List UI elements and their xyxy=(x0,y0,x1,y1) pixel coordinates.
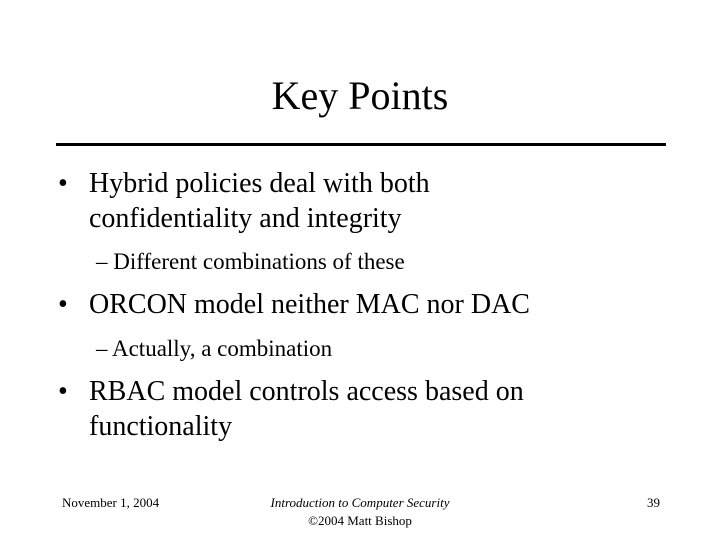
footer-date: November 1, 2004 xyxy=(62,495,160,510)
sub-bullet-marker: – xyxy=(96,249,108,274)
sub-bullet-text: Different combinations of these xyxy=(113,249,405,274)
sub-bullet-text: Actually, a combination xyxy=(111,336,333,361)
sub-bullet-marker: – xyxy=(96,336,108,361)
page-number: 39 xyxy=(647,495,660,510)
sub-bullet-item xyxy=(96,335,656,363)
bullet-text-line: RBAC model controls access based on xyxy=(89,376,524,407)
slide-title: Key Points xyxy=(271,73,449,118)
sub-bullet-item xyxy=(96,248,656,276)
bullet-text-line: functionality xyxy=(89,411,233,442)
bullet-item xyxy=(58,374,668,444)
bullet-marker: • xyxy=(58,289,68,320)
footer-copyright: ©2004 Matt Bishop xyxy=(308,513,412,528)
bullet-text-line: Hybrid policies deal with both xyxy=(89,168,430,199)
bullet-item xyxy=(58,166,668,236)
bullet-marker: • xyxy=(58,376,68,407)
bullet-item xyxy=(58,287,668,322)
bullet-text-line: confidentiality and integrity xyxy=(89,203,402,234)
bullet-text-line: ORCON model neither MAC nor DAC xyxy=(89,289,530,320)
footer-center xyxy=(200,494,520,530)
bullet-marker: • xyxy=(58,168,68,199)
footer-course-title: Introduction to Computer Security xyxy=(270,495,450,510)
